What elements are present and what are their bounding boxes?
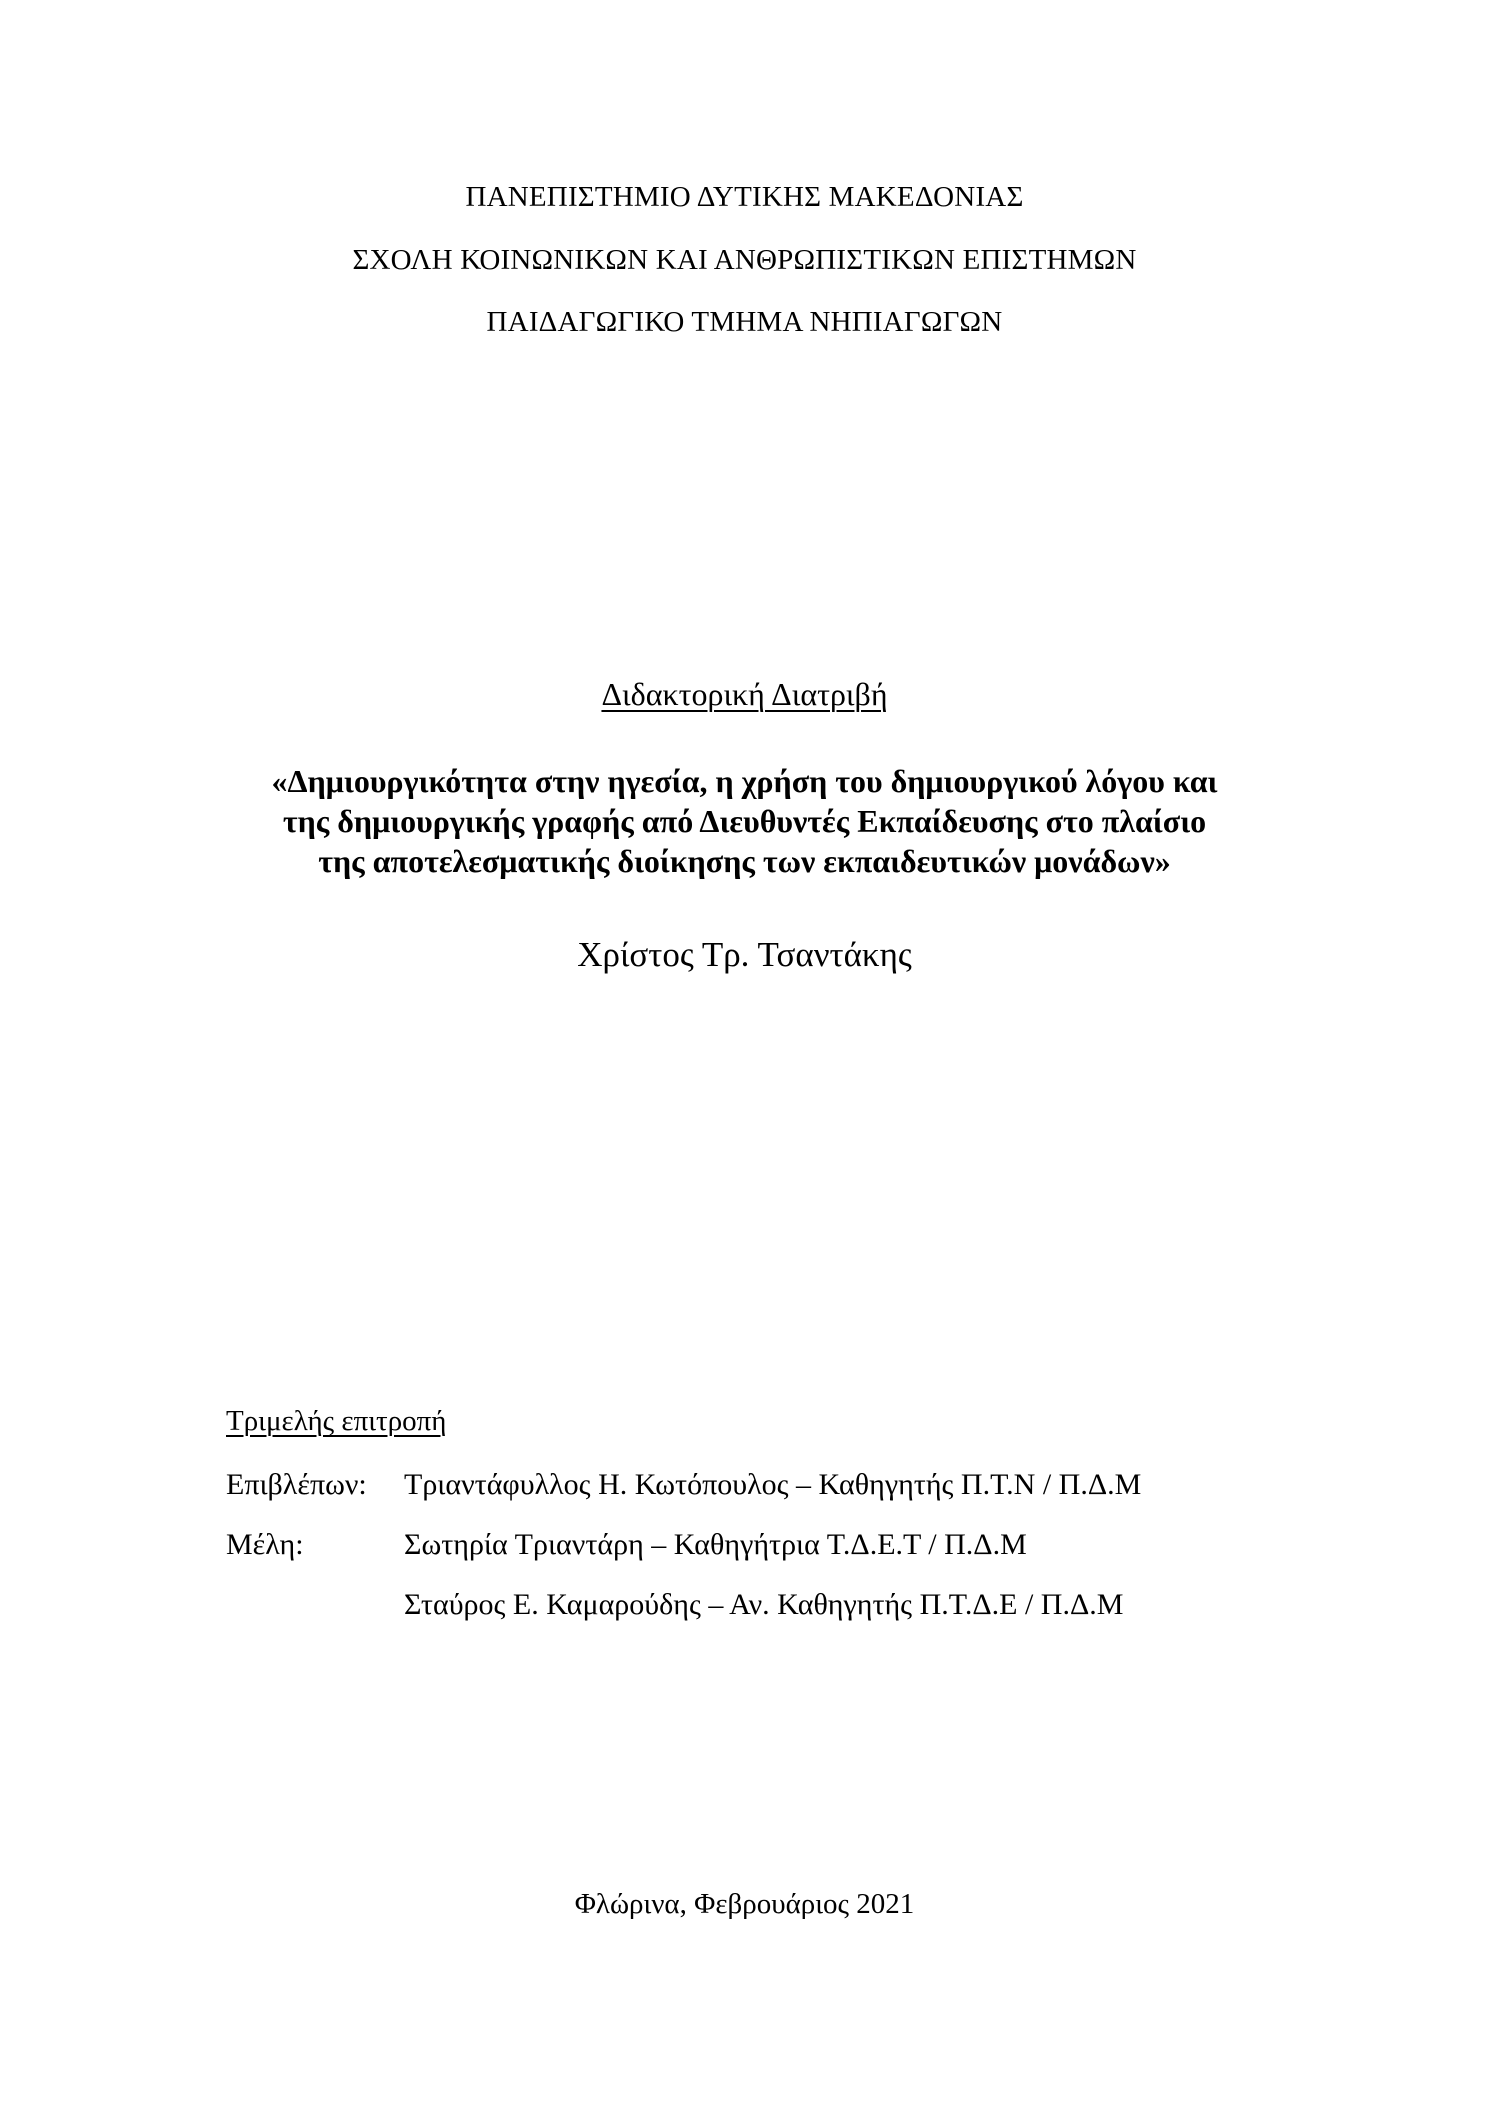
thesis-title-line-3: της αποτελεσματικής διοίκησης των εκπαιδευτικών μονάδων» bbox=[318, 843, 1171, 879]
committee-heading: Τριμελής επιτροπή bbox=[226, 1405, 447, 1437]
author-name: Χρίστος Τρ. Τσαντάκης bbox=[577, 935, 912, 974]
thesis-title-line-1: «Δημιουργικότητα στην ηγεσία, η χρήση του δημιουργικού λόγου και bbox=[271, 763, 1218, 799]
committee-member-name: Σταύρος Ε. Καμαρούδης – Αν. Καθηγητής Π.Τ.Δ.Ε / Π.Δ.Μ bbox=[404, 1588, 1124, 1621]
document-type: Διδακτορική Διατριβή bbox=[601, 676, 888, 712]
committee-role-label: Μέλη: bbox=[226, 1528, 304, 1561]
committee-role-label: Επιβλέπων: bbox=[226, 1468, 367, 1501]
place-and-date: Φλώρινα, Φεβρουάριος 2021 bbox=[574, 1888, 915, 1920]
department-name: ΠΑΙΔΑΓΩΓΙΚΟ ΤΜΗΜΑ ΝΗΠΙΑΓΩΓΩΝ bbox=[486, 306, 1003, 338]
committee-member-name: Σωτηρία Τριαντάρη – Καθηγήτρια Τ.Δ.Ε.Τ / Π.Δ.Μ bbox=[404, 1528, 1027, 1561]
thesis-title-line-2: της δημιουργικής γραφής από Διευθυντές Εκπαίδευσης στο πλαίσιο bbox=[282, 803, 1207, 839]
committee-member-name: Τριαντάφυλλος Η. Κωτόπουλος – Καθηγητής Π.Τ.Ν / Π.Δ.Μ bbox=[404, 1468, 1142, 1501]
university-name: ΠΑΝΕΠΙΣΤΗΜΙΟ ΔΥΤΙΚΗΣ ΜΑΚΕΔΟΝΙΑΣ bbox=[465, 181, 1024, 213]
school-name: ΣΧΟΛΗ ΚΟΙΝΩΝΙΚΩΝ ΚΑΙ ΑΝΘΡΩΠΙΣΤΙΚΩΝ ΕΠΙΣΤΗΜΩΝ bbox=[352, 244, 1137, 276]
